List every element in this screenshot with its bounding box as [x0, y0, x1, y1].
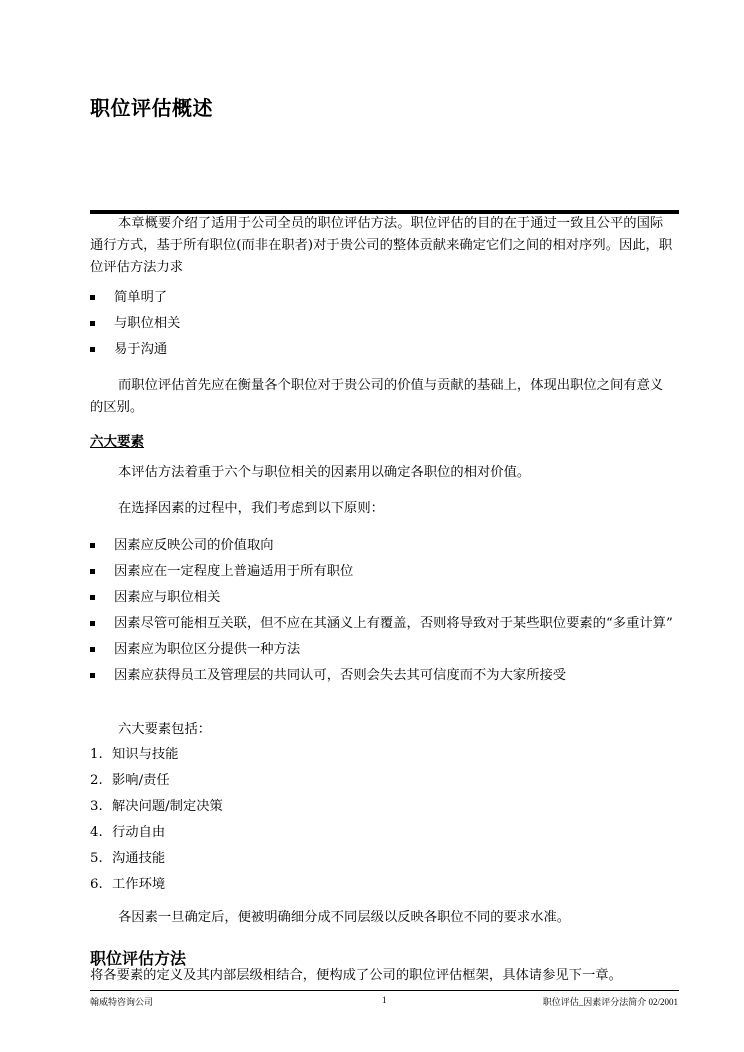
bullet-icon — [90, 569, 95, 574]
principles-intro: 在选择因素的过程中，我们考虑到以下原则： — [118, 501, 384, 516]
section-heading-method: 职位评估方法 — [90, 949, 187, 968]
list-item: 与职位相关 — [90, 313, 676, 335]
list-item: 因素尽管可能相互关联，但不应在其涵义上有覆盖，否则将导致对于某些职位要素的“多重计算” — [90, 613, 676, 635]
levels-paragraph: 各因素一旦确定后，便被明确细分成不同层级以反映各职位不同的要求水准。 — [118, 910, 571, 925]
list-item: 3. 解决问题/制定决策 — [90, 799, 223, 814]
six-factors-paragraph: 本评估方法着重于六个与职位相关的因素用以确定各职位的相对价值。 — [118, 465, 531, 480]
bullet-icon — [90, 621, 95, 626]
factors-list — [90, 744, 223, 900]
list-item: 5. 沟通技能 — [90, 851, 166, 866]
bullet-icon — [90, 347, 95, 352]
section-heading-six-factors: 六大要素 — [90, 434, 144, 450]
list-item: 因素应在一定程度上普遍适用于所有职位 — [90, 561, 676, 583]
list-item: 因素应反映公司的价值取向 — [90, 535, 676, 557]
factors-intro: 六大要素包括： — [118, 722, 212, 737]
list-item: 简单明了 — [90, 287, 676, 309]
bullet-icon — [90, 595, 95, 600]
intro-paragraph: 本章概要介绍了适用于公司全员的职位评估方法。职位评估的目的在于通过一致且公平的国际通行方式，基于所有职位(而非在职者)对于贵公司的整体贡献来确定它们之间的相对序列。因此，职位评估方法力求 — [90, 216, 673, 275]
bullet-icon — [90, 321, 95, 326]
bullet-icon — [90, 647, 95, 652]
bullet-icon — [90, 673, 95, 678]
list-item: 因素应与职位相关 — [90, 587, 676, 609]
list-item: 易于沟通 — [90, 339, 676, 361]
method-paragraph: 将各要素的定义及其内部层级相结合，便构成了公司的职位评估框架，具体请参见下一章。 — [90, 968, 622, 983]
goals-list — [90, 287, 676, 365]
list-item: 6. 工作环境 — [90, 877, 166, 892]
footer-divider — [90, 990, 679, 991]
list-item: 因素应获得员工及管理层的共同认可，否则会失去其可信度而不为大家所接受 — [90, 665, 676, 687]
page-title: 职位评估概述 — [90, 96, 213, 120]
list-item: 4. 行动自由 — [90, 825, 166, 840]
principles-list — [90, 535, 676, 691]
list-item: 1. 知识与技能 — [90, 747, 179, 762]
list-item: 因素应为职位区分提供一种方法 — [90, 639, 676, 661]
bullet-icon — [90, 543, 95, 548]
list-item: 2. 影响/责任 — [90, 773, 170, 788]
footer-document-title: 职位评估_因素评分法简介 02/2001 — [542, 997, 678, 1007]
bullet-icon — [90, 295, 95, 300]
value-paragraph: 而职位评估首先应在衡量各个职位对于贵公司的价值与贡献的基础上，体现出职位之间有意义的区别。 — [90, 378, 664, 415]
footer-page-number: 1 — [382, 995, 387, 1005]
footer-company: 翰威特咨询公司 — [90, 997, 154, 1007]
